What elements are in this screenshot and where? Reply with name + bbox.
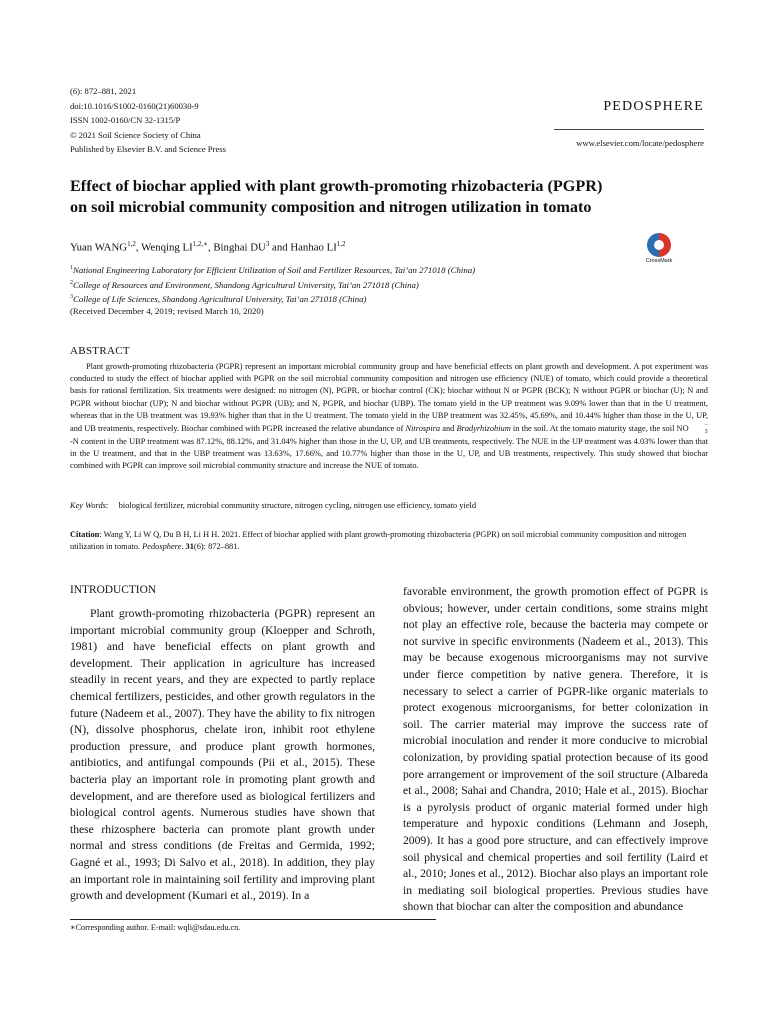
publisher-line: Published by Elsevier B.V. and Science Press bbox=[70, 144, 226, 155]
journal-logo bbox=[554, 97, 704, 130]
author-separator: , bbox=[207, 241, 214, 254]
author-separator: and bbox=[269, 241, 291, 254]
introduction-heading: INTRODUCTION bbox=[70, 584, 157, 596]
keywords-list: biological fertilizer, microbial community structure, nitrogen cycling, nitrogen use efficiency, tomato yield bbox=[118, 501, 477, 510]
author-list bbox=[70, 240, 346, 254]
citation: Citation: Wang Y, Li W Q, Du B H, Li H H. 2021. Effect of biochar applied with plant growth-promoting rhizobacteria (PGPR) on soil microbial community composition and nitrogen utilization in tomato. Pedosphere. 31(6): 872–881. bbox=[70, 530, 687, 552]
issn-line: ISSN 1002-0160/CN 32-1315/P bbox=[70, 115, 181, 126]
crossmark-icon bbox=[647, 233, 671, 257]
affiliation: $^3$College of Life Sciences, Shandong Agricultural University, Tai’an 271018 (China) bbox=[70, 294, 367, 305]
intro-left-column: Plant growth-promoting rhizobacteria (PGPR) represent an important microbial community group (Kloepper and Schroth, 1981) and have beneficial effects on plant growth and development. Their application in agriculture has increased steadily in recent years, and they are expected to partly replace chemical fertilizers, pesticides, and other growth regulators in the future (Nadeem et al., 2007). They have the ability to fix nitrogen (N), dissolve phosphorus, chelate iron, inhibit root ethylene production pressure, and produce plant growth hormones, antibiotics, and antifungal compounds (Pii et al., 2015). These bacteria play an important role in promoting plant growth and development, and are therefore used as biological fertilizers and biological control agents. Numerous studies have shown that these rhizosphere bacteria can promote plant growth under normal and stress conditions (de Freitas and Germida, 1992; Gagné et al., 1993; Di Salvo et al., 2018). In addition, they play an important role in maintaining soil fertility and improving plant growth and development (Kumari et al., 2019). In a bbox=[70, 607, 375, 903]
paper-title bbox=[70, 176, 710, 218]
copyright-line: © 2021 Soil Science Society of China bbox=[70, 129, 201, 140]
keywords: Key Words: biological fertilizer, microbial community structure, nitrogen cycling, nitrogen use efficiency, tomato yield bbox=[70, 501, 477, 510]
doi-line: doi:10.1016/S1002-0160(21)60030-9 bbox=[70, 100, 199, 111]
author-name: Hanhao LI bbox=[290, 241, 337, 254]
intro-right-column: favorable environment, the growth promotion effect of PGPR is obvious; however, under certain conditions, some strains might not play an effective role, because the bacteria may compete or not survive in specific environments (Nadeem et al., 2013). This may be because exogenous microorganisms may not survive under fierce competition by native genera. Therefore, it is necessary to select a carrier of PGPR-like organic materials to protect exogenous microorganisms, for better colonization in soil. The carrier material may improve the success rate of microbial inoculation and render it more conducive to microbial colonization, by providing spatial protection because of its good pore arrangement or improvement of the soil structure (Albareda et al., 2008; Sahai and Chandra, 2010; Hale et al., 2015). Biochar is a pyrolysis product of organic material formed under high temperature and hypoxic conditions (Lehmann and Joseph, 2009). It has a good pore structure, and can effectively improve soil physical and chemical properties and soil fertility (Laird et al., 2010; Jones et al., 2012). Biochar also plays an important role in mediating soil biological properties. Previous studies have shown that biochar can alter the composition and abundance bbox=[403, 585, 708, 914]
abstract-text: Plant growth-promoting rhizobacteria (PGPR) represent an important microbial community group and have beneficial effects on plant growth and development. A pot experiment was conducted to study the effect of biochar applied with PGPR on the soil microbial community composition and nitrogen use efficiency (NUE) of tomato, which could provide a theoretical basis for rational fertilization. Six treatments were designed: no nitrogen (N), PGPR, or biochar control (CK); biochar without N or PGPR (BCK); N without PGPR or biochar (U); N and PGPR without biochar (UP); N and biochar without PGPR (UB); and N, PGPR, and biochar (UBP). The tomato yield in the UP treatment was 9.09% lower than that in the U treatment, whereas that in the UB treatment was 19.93% higher than that in the U treatment. The tomato yield in the UBP treatment was 32.45%, 45.69%, and 10.44% higher than those in the U, UP, and UB treatments, respectively. Biochar combined with PGPR increased the relative abundance of Nitrospira and Bradyrhizobium in the soil. At the tomato maturity stage, the soil NO − 3 -N content in the UBP treatment was 87.12%, 88.12%, and 31.04% higher than those in the U, UP, and UB treatments, respectively. The NUE in the UP treatment was 4.03% lower than that in the U treatment, and that in the UBP treatment was 13.63%, 17.66%, and 10.77% higher than those in the U, UP, and UB treatments, respectively. This study showed that biochar combined with PGPR can improve soil microbial community structure and increase the NUE of tomato. bbox=[70, 362, 709, 471]
issue-line: (6): 872–881, 2021 bbox=[70, 86, 137, 96]
journal-url[interactable]: www.elsevier.com/locate/pedosphere bbox=[576, 138, 704, 148]
crossmark-label: CrossMark bbox=[645, 258, 673, 264]
author-affil-marker: 1,2 bbox=[336, 240, 346, 248]
corresponding-author-footnote: ∗Corresponding author. E-mail: wqli@sdau.edu.cn. bbox=[70, 923, 241, 932]
citation-label: Citation bbox=[70, 530, 100, 539]
journal-name: PEDOSPHERE bbox=[603, 99, 704, 114]
publication-info bbox=[70, 84, 226, 157]
title-line: on soil microbial community composition and nitrogen utilization in tomato bbox=[70, 198, 592, 216]
author-name: Yuan WANG bbox=[70, 241, 128, 254]
crossmark-badge[interactable] bbox=[642, 233, 676, 264]
author-affil-marker: 1,2,∗ bbox=[192, 240, 208, 248]
received-dates: (Received December 4, 2019; revised March 10, 2020) bbox=[70, 306, 264, 316]
keywords-label: Key Words bbox=[70, 501, 106, 510]
author-name: Binghai DU bbox=[213, 241, 266, 254]
affiliation: $^1$National Engineering Laboratory for Efficient Utilization of Soil and Fertilizer Resources, Tai’an 271018 (China) bbox=[70, 264, 476, 275]
affiliations bbox=[70, 262, 475, 306]
affiliation: $^2$College of Resources and Environment, Shandong Agricultural University, Tai’an 271018 (China) bbox=[70, 279, 419, 290]
author-affil-marker: 1,2 bbox=[127, 240, 136, 248]
title-line: Effect of biochar applied with plant growth-promoting rhizobacteria (PGPR) bbox=[70, 177, 603, 195]
footnote-divider bbox=[70, 919, 436, 920]
abstract-heading: ABSTRACT bbox=[70, 345, 130, 357]
author-affil-marker: 3 bbox=[265, 240, 270, 248]
author-separator: , bbox=[135, 241, 142, 254]
author-name: Wenqing LI bbox=[141, 241, 193, 254]
